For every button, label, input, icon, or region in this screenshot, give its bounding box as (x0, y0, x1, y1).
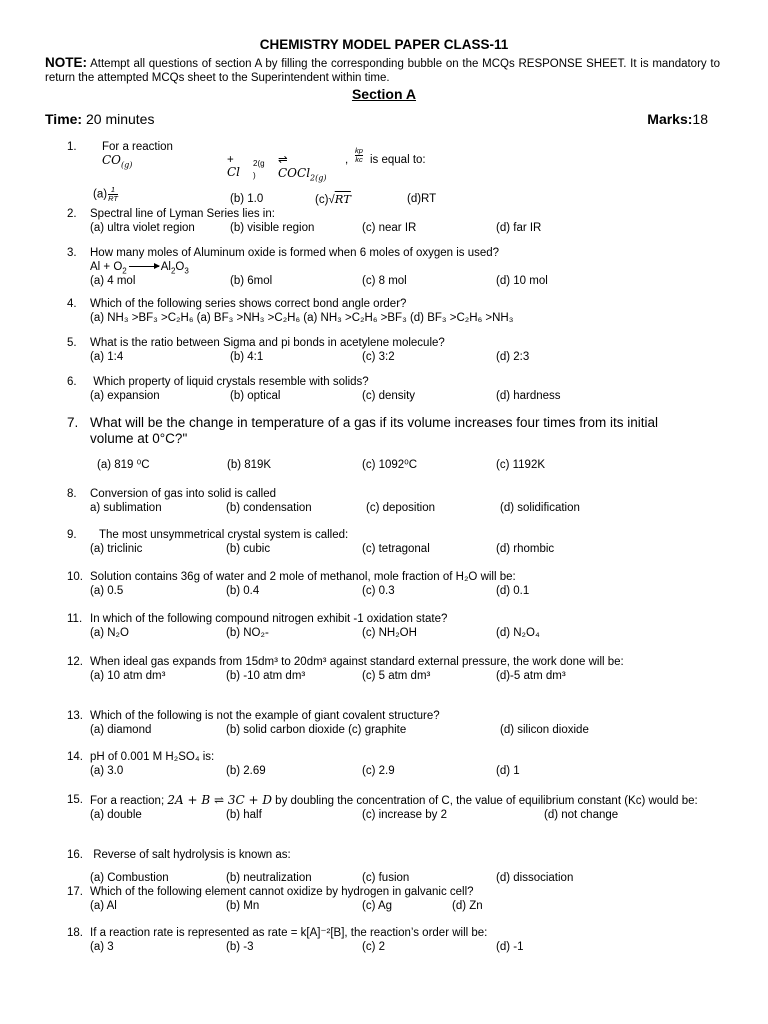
question-14 (67, 750, 747, 778)
question-number: 4. (67, 298, 77, 310)
question-number: 2. (67, 208, 77, 220)
question-number: 10. (67, 571, 83, 583)
question-6 (67, 375, 747, 403)
option-c: (c) deposition (366, 502, 436, 514)
question-number: 15. (67, 794, 83, 806)
question-number: 16. (67, 849, 83, 861)
option-b: (b) -10 atm dm³ (226, 670, 306, 682)
question-number: 6. (67, 376, 77, 388)
option-c: (c) Ag (362, 900, 393, 912)
equation-reactant-co: $CO_{(g)}$ (102, 153, 133, 170)
option-a: (a) Al (90, 900, 117, 912)
question-stem: Conversion of gas into solid is called (90, 488, 277, 500)
question-18 (67, 926, 747, 954)
option-b: (b) 1.0 (230, 193, 264, 205)
question-number: 11. (67, 613, 83, 625)
question-number: 17. (67, 886, 83, 898)
question-13 (67, 709, 747, 737)
option-c: (c) near IR (362, 222, 417, 234)
option-c: (c) 1092⁰C (362, 459, 418, 471)
question-1 (67, 140, 747, 206)
option-d: (d)RT (407, 193, 437, 205)
option-a: (a) diamond (90, 724, 152, 736)
option-d: (d) hardness (496, 390, 561, 402)
option-b-c: (b) solid carbon dioxide (c) graphite (226, 724, 407, 736)
note-text: Attempt all questions of section A by filling the corresponding bubble on the MCQs RESPONSE SHEET. It is mandatory to return the attempted MCQs sheet to the Superintendent within time. (45, 58, 720, 84)
option-b: (b) optical (230, 390, 281, 402)
question-stem: Which of the following is not the example of giant covalent structure? (90, 710, 440, 722)
right-arrow-icon (129, 266, 159, 267)
option-c: (c) tetragonal (362, 543, 430, 555)
option-d: (d) N₂O₄ (496, 627, 540, 639)
option-c: (c) 8 mol (362, 275, 407, 287)
option-c: (c) NH₂OH (362, 627, 417, 639)
question-12 (67, 655, 747, 683)
question-number: 5. (67, 337, 77, 349)
reaction-equation: $Al + O_2$ $Al_2O_3$ (90, 261, 189, 276)
question-number: 1. (67, 141, 77, 153)
option-a: (a) 819 ⁰C (97, 459, 150, 471)
option-c: (c) 2.9 (362, 765, 395, 777)
option-c: (c) 5 atm dm³ (362, 670, 431, 682)
kp-kc-fraction: kp kc (355, 146, 363, 164)
equilibrium-arrow: ⇌ (278, 154, 288, 166)
option-b: (b) Mn (226, 900, 260, 912)
option-c: (c) 0.3 (362, 585, 395, 597)
question-stem: For a reaction; 2A + B ⇌ 3C + D by doubling the concentration of C, the value of equilibrium constant (Kc) would be: (90, 793, 698, 807)
option-b: (b) condensation (226, 502, 312, 514)
question-9 (67, 528, 747, 556)
option-a: (a) 3.0 (90, 765, 124, 777)
question-stem: Which of the following series shows correct bond angle order? (90, 298, 407, 310)
question-2 (67, 207, 747, 235)
question-number: 18. (67, 927, 83, 939)
option-a: (a) 1:4 (90, 351, 124, 363)
question-stem: How many moles of Aluminum oxide is formed when 6 moles of oxygen is used? (90, 247, 500, 259)
option-a: (a) double (90, 809, 142, 821)
option-a: (a) triclinic (90, 543, 143, 555)
option-b: (b) 2.69 (226, 765, 266, 777)
question-stem: In which of the following compound nitrogen exhibit -1 oxidation state? (90, 613, 448, 625)
option-d: (d)-5 atm dm³ (496, 670, 566, 682)
option-b: (b) -3 (226, 941, 254, 953)
marks-value: 18 (692, 111, 708, 127)
equation-reactant-cl: Cl (227, 165, 241, 179)
note-paragraph (45, 56, 720, 85)
question-number: 8. (67, 488, 77, 500)
note-label: NOTE: (45, 55, 87, 70)
question-number: 12. (67, 656, 83, 668)
question-stem: Spectral line of Lyman Series lies in: (90, 208, 275, 220)
question-3 (67, 246, 747, 288)
marks-info (647, 111, 708, 127)
option-b: (b) visible region (230, 222, 315, 234)
question-11 (67, 612, 747, 640)
option-b: (b) neutralization (226, 872, 312, 884)
option-d: (d) silicon dioxide (500, 724, 589, 736)
option-c: (c) density (362, 390, 416, 402)
option-c: (c) 2 (362, 941, 385, 953)
equation-product: COCl$_{2(g)}$ (278, 166, 327, 183)
question-stem: What will be the change in temperature of a gas if its volume increases four times from its initial volume at 0°C?" (90, 415, 658, 446)
marks-label: Marks: (647, 111, 693, 127)
option-d: (d) 0.1 (496, 585, 530, 597)
question-17 (67, 885, 747, 913)
question-15 (67, 793, 747, 822)
option-b: (b) 4:1 (230, 351, 264, 363)
option-c: (c) increase by 2 (362, 809, 448, 821)
option-d: (c) 1192K (496, 459, 546, 471)
equation-comma: , (345, 154, 349, 166)
option-b: (b) 6mol (230, 275, 273, 287)
option-a: (a) Combustion (90, 872, 169, 884)
question-stem: What is the ratio between Sigma and pi bonds in acetylene molecule? (90, 337, 445, 349)
option-b: (b) 819K (227, 459, 272, 471)
question-stem: Reverse of salt hydrolysis is known as: (90, 849, 291, 861)
question-stem: Which property of liquid crystals resemble with solids? (90, 376, 369, 388)
option-c: (c) fusion (362, 872, 410, 884)
equation-tail-text: is equal to: (370, 154, 426, 166)
option-d: (d) rhombic (496, 543, 555, 555)
question-7 (67, 415, 747, 472)
question-number: 7. (67, 415, 79, 430)
page-title: CHEMISTRY MODEL PAPER CLASS-11 (259, 37, 509, 52)
question-16 (67, 848, 747, 885)
option-a: (a) 10 atm dm³ (90, 670, 166, 682)
question-number: 13. (67, 710, 83, 722)
option-b: (b) half (226, 809, 262, 821)
time-label: Time: (45, 111, 83, 127)
time-value: 20 minutes (85, 111, 155, 127)
question-number: 3. (67, 247, 77, 259)
option-a: (a) expansion (90, 390, 160, 402)
question-stem: The most unsymmetrical crystal system is called: (99, 529, 349, 541)
option-d: (d) Zn (452, 900, 483, 912)
option-b: (b) cubic (226, 543, 271, 555)
option-a: (a) 0.5 (90, 585, 124, 597)
option-a: (a) ultra violet region (90, 222, 195, 234)
option-d: (d) far IR (496, 222, 542, 234)
option-a: a) sublimation (90, 502, 162, 514)
option-d: (d) solidification (500, 502, 580, 514)
question-4 (67, 297, 747, 325)
option-d: (d) not change (544, 809, 619, 821)
option-d: (d) -1 (496, 941, 524, 953)
equation-cl-subscript: 2(g (253, 159, 265, 168)
question-stem: pH of 0.001 M H₂SO₄ is: (90, 751, 215, 763)
option-a: (a) $\frac{1}{RT}$ (93, 185, 118, 203)
equation-plus: + (227, 154, 234, 166)
option-b: (b) NO₂- (226, 627, 269, 639)
option-b: (b) 0.4 (226, 585, 260, 597)
question-8 (67, 487, 747, 515)
question-stem: Solution contains 36g of water and 2 mole of methanol, mole fraction of H₂O will be: (90, 571, 516, 583)
section-heading: Section A (351, 86, 417, 102)
option-a: (a) N₂O (90, 627, 129, 639)
option-d: (d) 2:3 (496, 351, 530, 363)
reaction-equation: 2A + B ⇌ 3C + D (167, 793, 272, 807)
question-number: 14. (67, 751, 83, 763)
option-d: (d) 10 mol (496, 275, 548, 287)
option-a: (a) 4 mol (90, 275, 136, 287)
question-number: 9. (67, 529, 77, 541)
option-c: (c) 3:2 (362, 351, 395, 363)
question-10 (67, 570, 747, 598)
equation-cl-close: ) (253, 171, 256, 180)
question-stem: For a reaction (102, 141, 173, 153)
option-c: (c)√RT (315, 192, 351, 206)
question-5 (67, 336, 747, 364)
question-stem: Which of the following element cannot oxidize by hydrogen in galvanic cell? (90, 886, 474, 898)
option-a: (a) 3 (90, 941, 114, 953)
option-d: (d) 1 (496, 765, 520, 777)
question-stem: When ideal gas expands from 15dm³ to 20dm³ against standard external pressure, the work done will be: (90, 656, 624, 668)
question-stem: If a reaction rate is represented as rate = k[A]⁻²[B], the reaction’s order will be: (90, 927, 488, 939)
option-d: (d) dissociation (496, 872, 574, 884)
options-line: (a) NH₃ >BF₃ >C₂H₆ (a) BF₃ >NH₃ >C₂H₆ (a) NH₃ >C₂H₆ >BF₃ (d) BF₃ >C₂H₆ >NH₃ (90, 312, 514, 324)
time-info (45, 111, 154, 127)
